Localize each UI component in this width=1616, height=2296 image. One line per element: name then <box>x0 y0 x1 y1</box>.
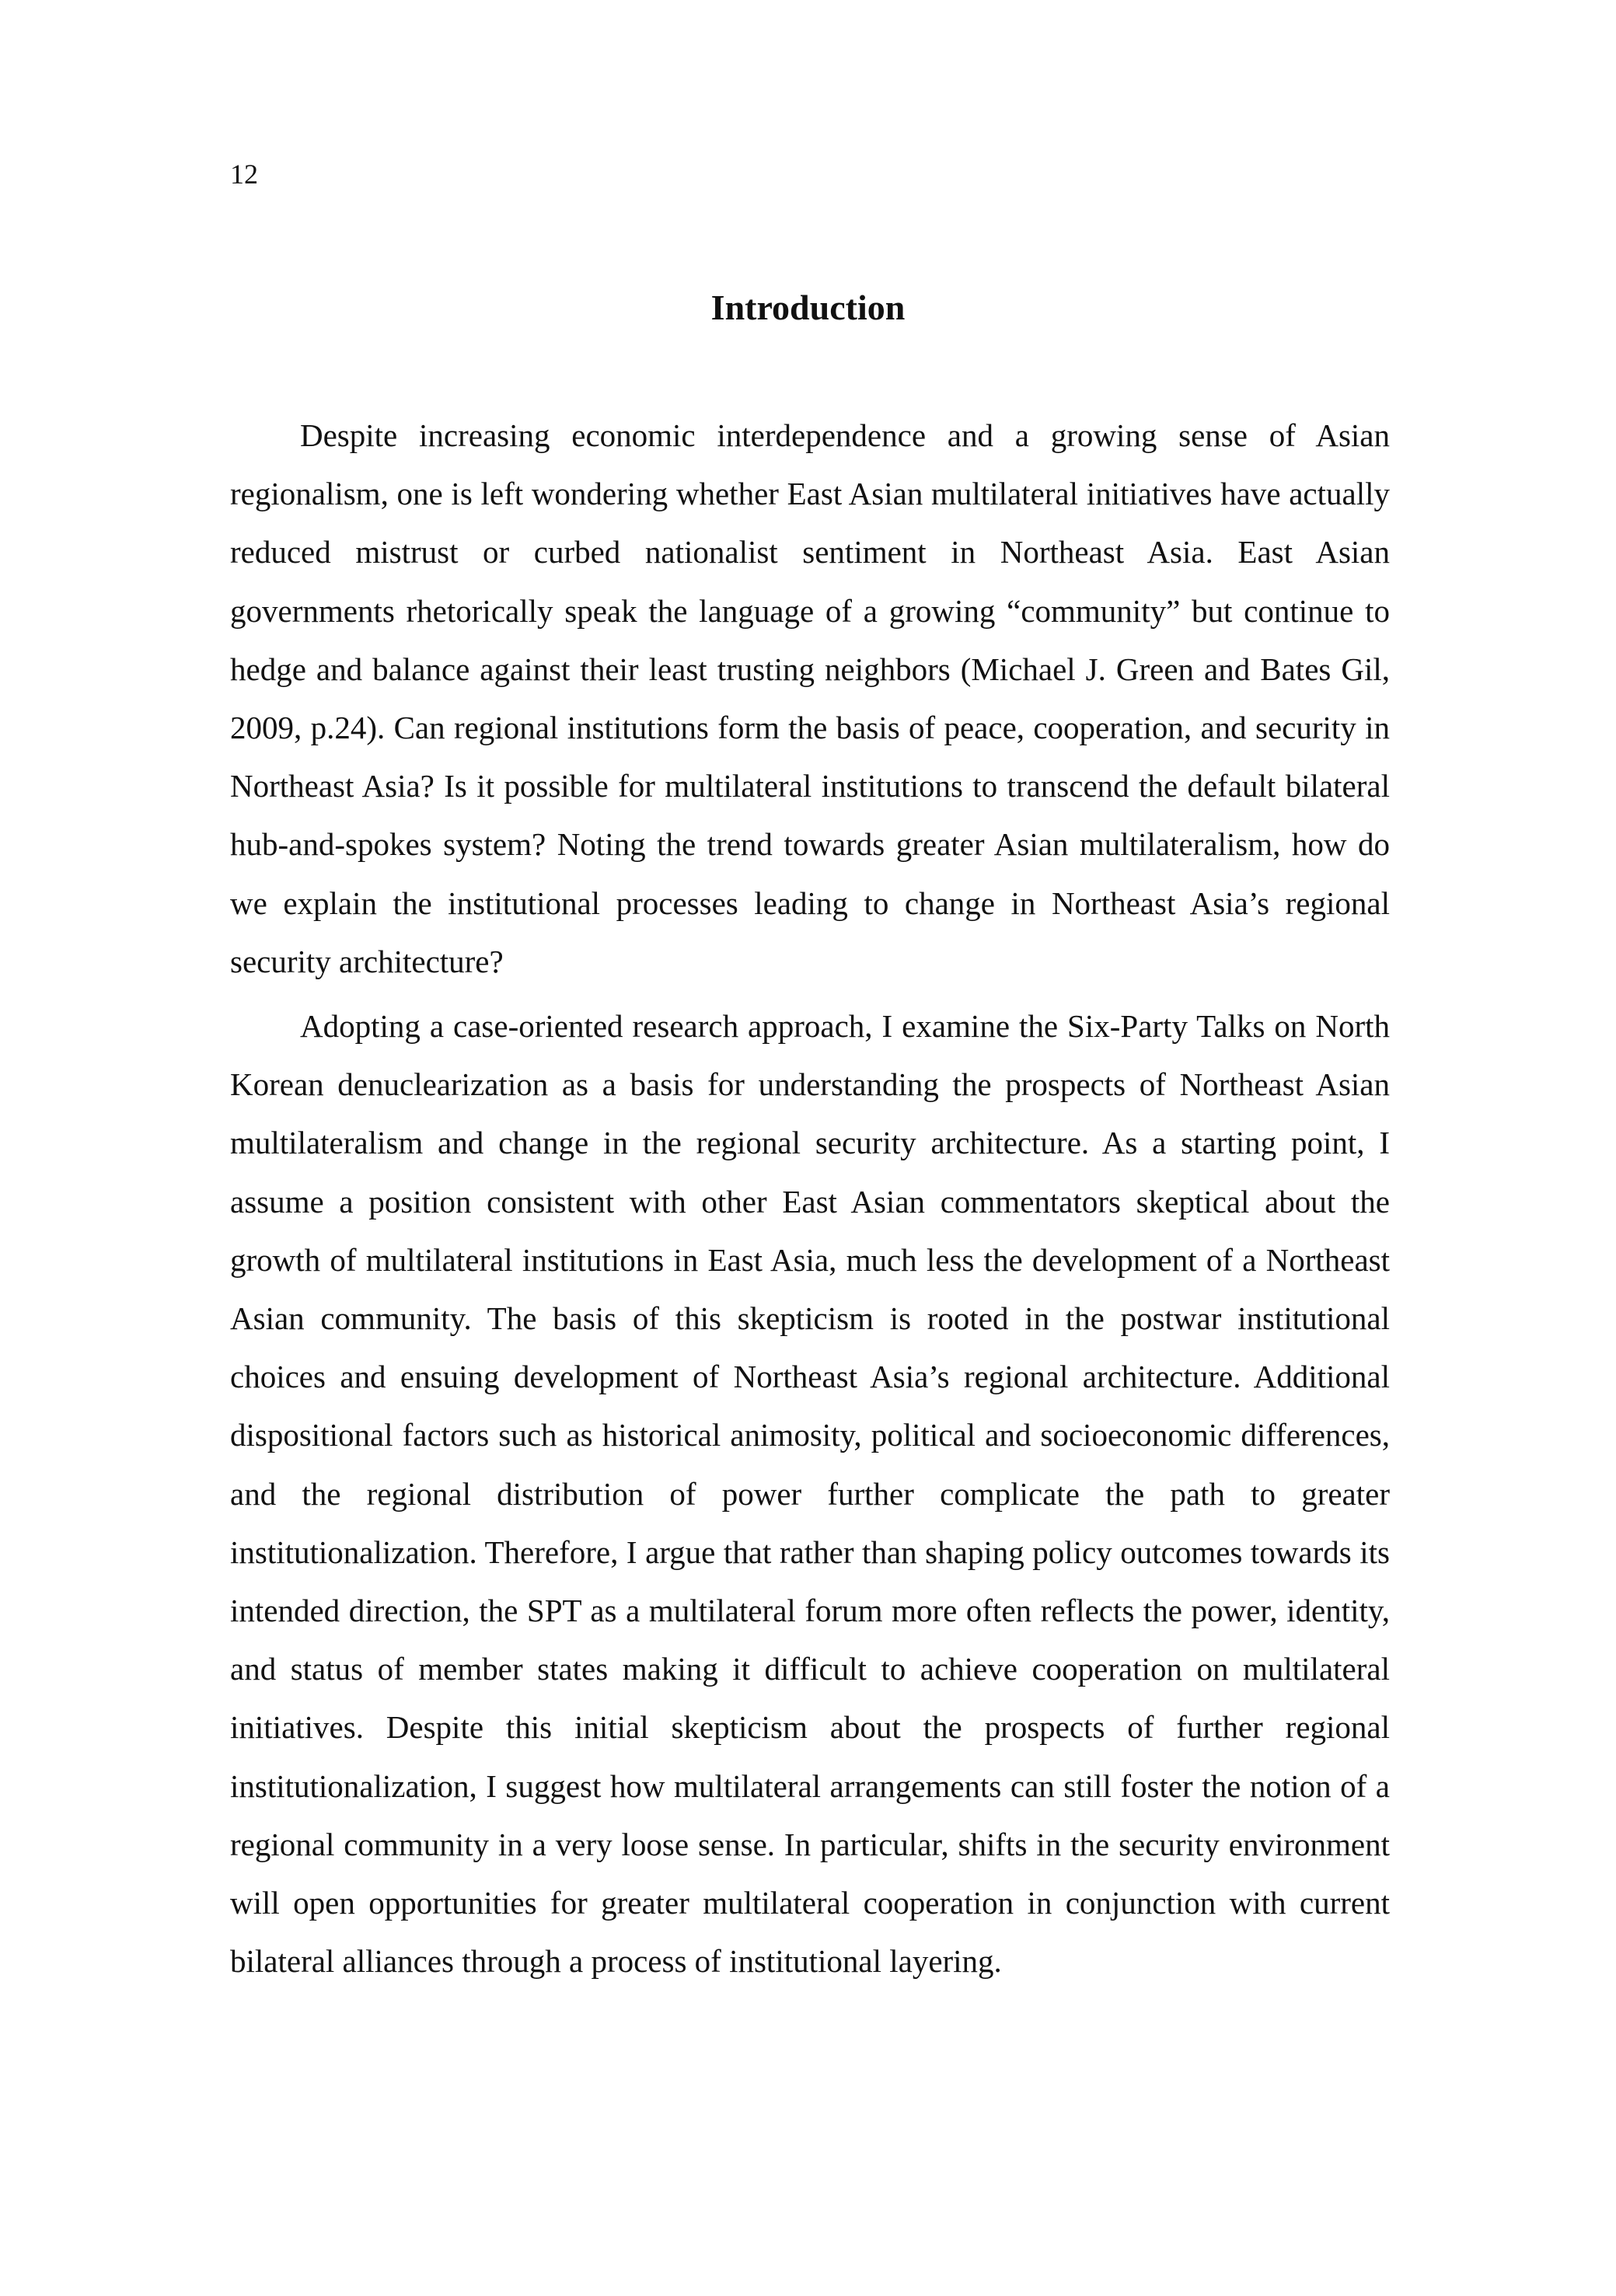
page-number: 12 <box>230 159 258 190</box>
body-text <box>230 407 1390 1991</box>
section-title: Introduction <box>710 288 906 327</box>
paragraph: Despite increasing economic interdependence and a growing sense of Asian regionalism, one is left wondering whether East Asian multilateral initiatives have actually reduced mistrust or curbed nationalist sentiment in Northeast Asia. East Asian governments rhetorically speak the language of a growing “community” but continue to hedge and balance against their least trusting neighbors (Michael J. Green and Bates Gil, 2009, p.24). Can regional institutions form the basis of peace, cooperation, and security in Northeast Asia? Is it possible for multilateral institutions to transcend the default bilateral hub-and-spokes system? Noting the trend towards greater Asian multilateralism, how do we explain the institutional processes leading to change in Northeast Asia’s regional security architecture? <box>230 417 1390 979</box>
paragraph: Adopting a case-oriented research approach, I examine the Six-Party Talks on North Korean denuclearization as a basis for understanding the prospects of Northeast Asian multilateralism and change in the regional security architecture. As a starting point, I assume a position consistent with other East Asian commentators skeptical about the growth of multilateral institutions in East Asia, much less the development of a Northeast Asian community. The basis of this skepticism is rooted in the postwar institutional choices and ensuing development of Northeast Asia’s regional architecture. Additional dispositional factors such as historical animosity, political and socioeconomic differences, and the regional distribution of power further complicate the path to greater institutionalization. Therefore, I argue that rather than shaping policy outcomes towards its intended direction, the SPT as a multilateral forum more often reflects the power, identity, and status of member states making it difficult to achieve cooperation on multilateral initiatives. Despite this initial skepticism about the prospects of further regional institutionalization, I suggest how multilateral arrangements can still foster the notion of a regional community in a very loose sense. In particular, shifts in the security environment will open opportunities for greater multilateral cooperation in conjunction with current bilateral alliances through a process of institutional layering. <box>230 1008 1390 1980</box>
